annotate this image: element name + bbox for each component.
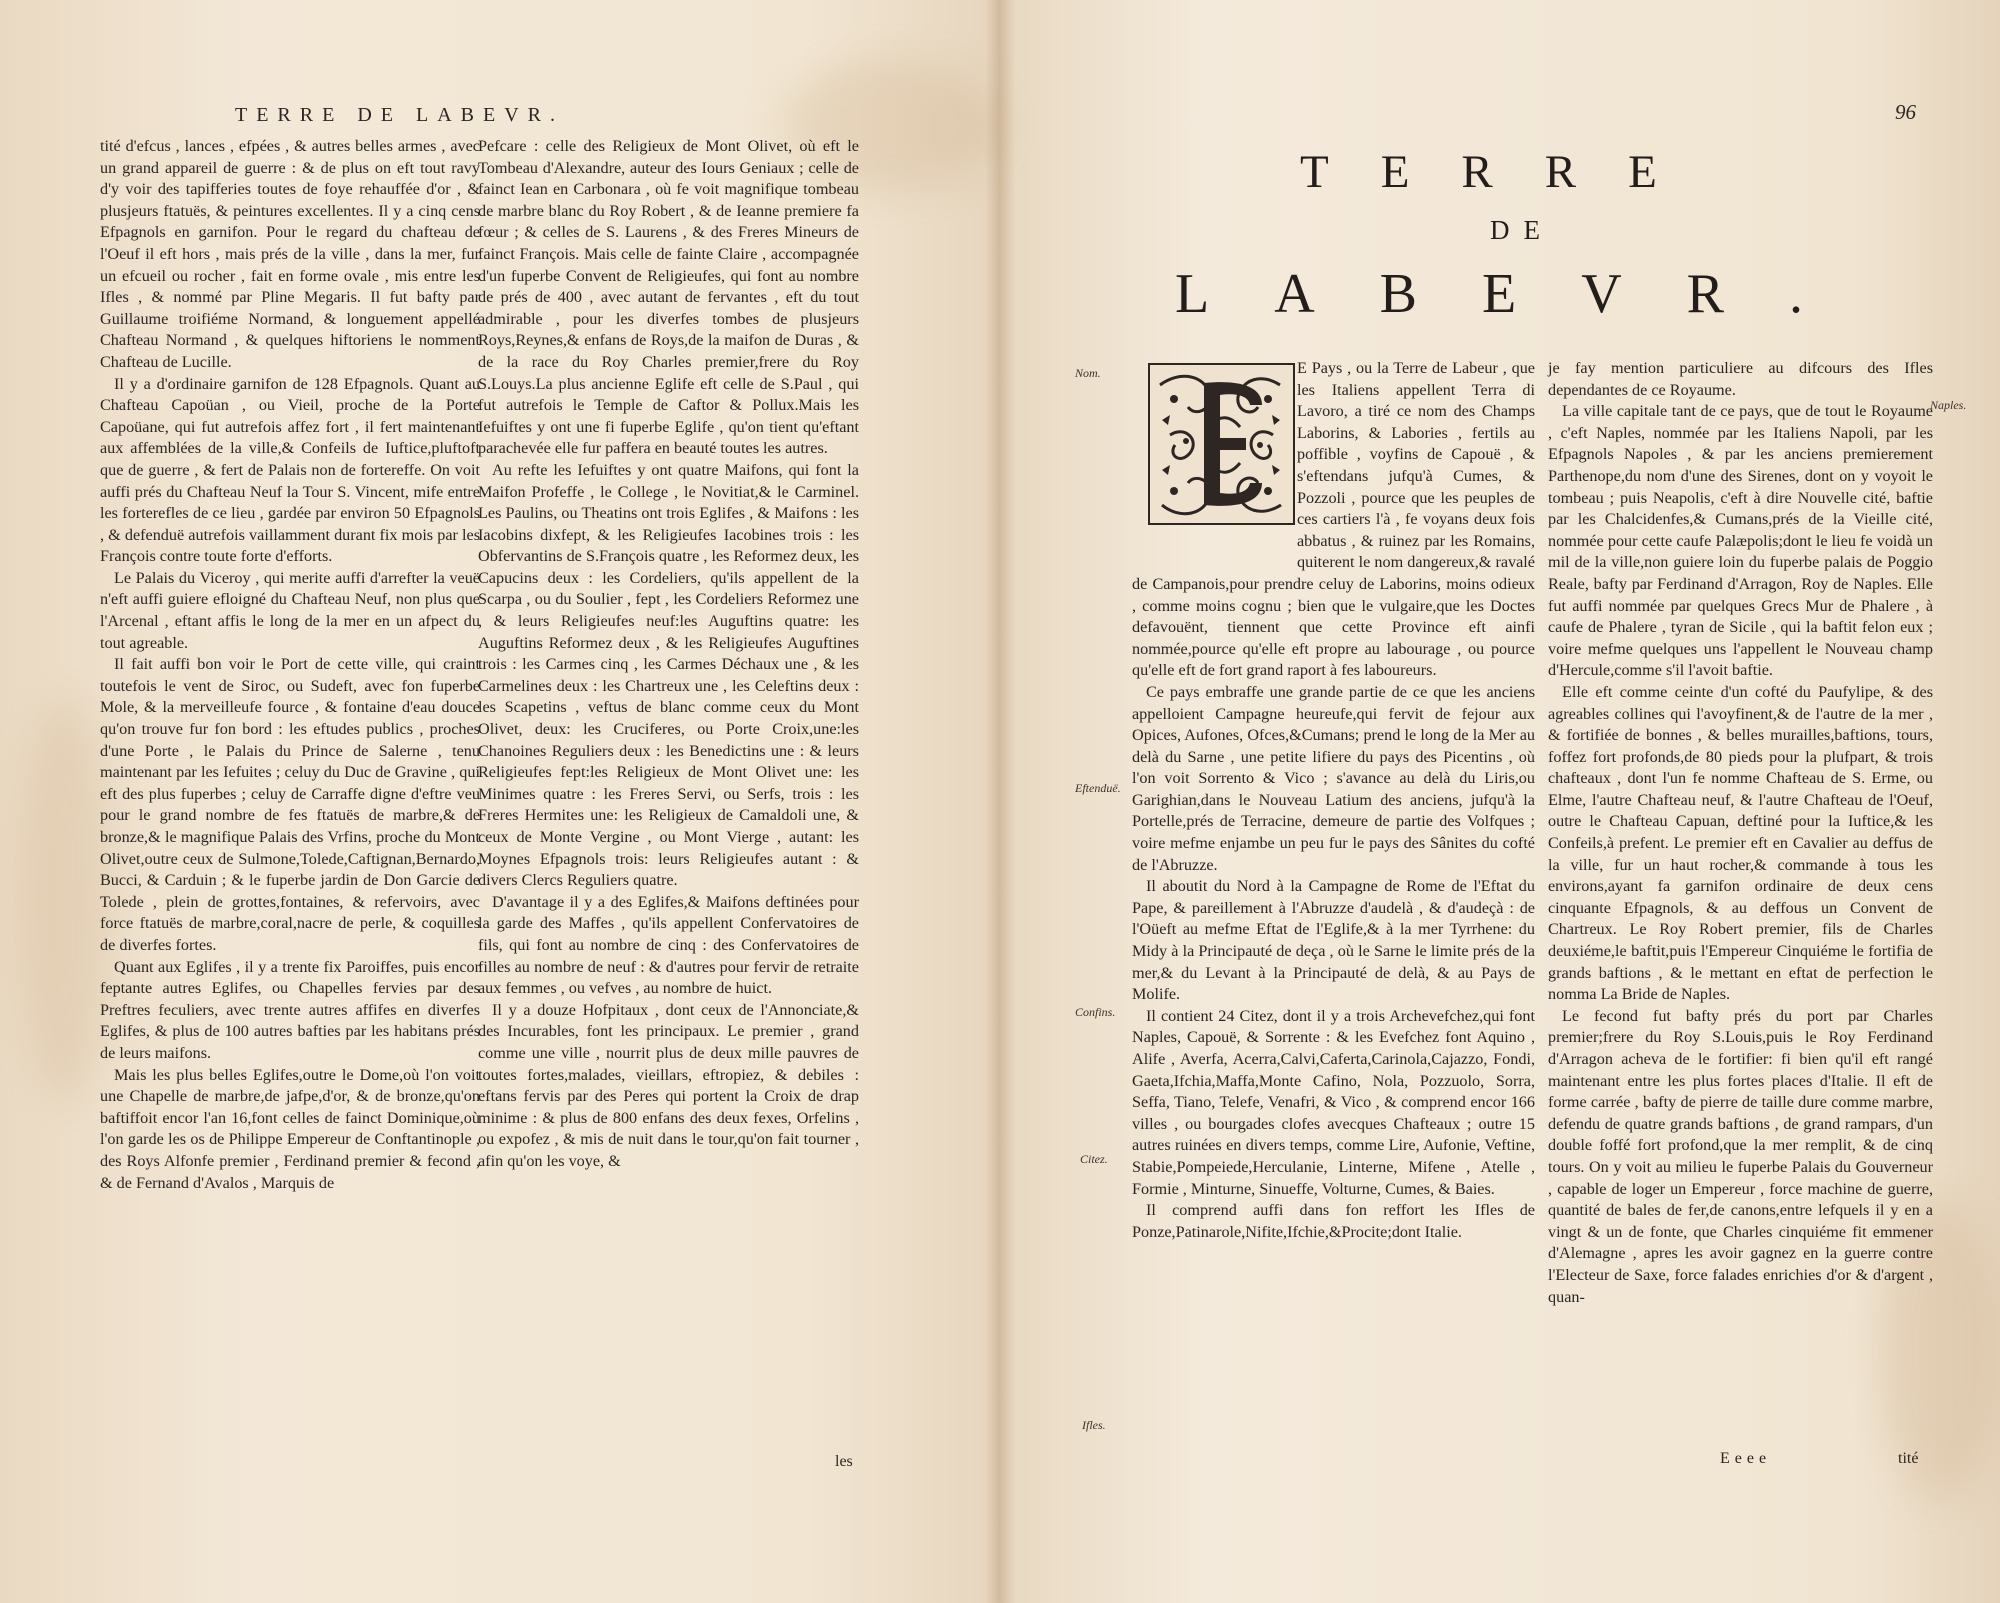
book-gutter bbox=[985, 0, 1015, 1603]
page-number: 96 bbox=[1895, 100, 1916, 124]
margin-note-citez: Citez. bbox=[1080, 1152, 1108, 1166]
paragraph: je fay mention particuliere au difcours des Ifles dependantes de ce Royaume. bbox=[1548, 359, 1933, 399]
margin-note-isles: Ifles. bbox=[1082, 1418, 1106, 1432]
paragraph: Quant aux Eglifes , il y a trente fix Paroiffes, puis encor feptante autres Eglifes, ou Chapelles fervies par des Preftres feculiers, avec trente autres affifes en diverfes Eglifes, & plus de 100 autres bafties par les habitans prés de leurs maifons. bbox=[100, 957, 480, 1062]
right-column-2 bbox=[1548, 358, 1933, 1308]
paragraph: Pefcare : celle des Religieux de Mont Olivet, où eft le Tombeau d'Alexandre, auteur des Iours Geniaux ; celle de fainct Iean en Carbonara , où fe voit magnifique tombeau de marbre blanc du Roy Robert , & de Ieanne premiere fa fœur ; & celles de S. Laurens , & des Freres Mineurs de fainct François. Mais celle de fainte Claire , accompagnée d'un fuperbe Convent de Religieufes, qui font au nombre de prés de 400 , avec autant de fervantes , eft du tout admirable , pour les diverfes tombes de plusjeurs Roys,Reynes,& enfans de Roys,de la maifon de Duras , & de la race du Roy Charles premier,frere du Roy S.Louys.La plus ancienne Eglife eft celle de S.Paul , qui fut autrefois le Temple de Caftor & Pollux.Mais les Iefuiftes y ont une fi fuperbe Eglife , qu'on tient qu'eftant parachevée elle fur paffera en beauté toutes les autres. bbox=[478, 137, 859, 458]
catchword: les bbox=[835, 1453, 853, 1470]
paragraph: Il y a d'ordinaire garnifon de 128 Efpagnols. Quant au Chafteau Capoüan , ou Vieil, proche de la Porte Capoüane, qui fut autrefois affez fort , il fert maintenant aux affemblées de la ville,& Confeils de Iuftice,pluftoft que de guerre , & fert de Palais non de fortereffe. On voit auffi prés du Chafteau Neuf la Tour S. Vincent, mife entre les forterefles de ce lieu , gardée par environ 50 Efpagnols , & defenduë autrefois vaillamment durant fix mois par les François contre toute forte d'efforts. bbox=[100, 374, 480, 566]
paragraph: Mais les plus belles Eglifes,outre le Dome,où l'on voit une Chapelle de marbre,de jafpe,d'or, & de bronze,qu'on baftiffoit encor l'an 16,font celles de fainct Dominique,où l'on garde les os de Philippe Empereur de Conftantinople , des Roys Alfonfe premier , Ferdinand premier & fecond , & de Fernand d'Avalos , Marquis de bbox=[100, 1065, 480, 1192]
paragraph: Il fait auffi bon voir le Port de cette ville, qui craint toutefois le vent de Siroc, ou Sudeft, avec fon fuperbe Mole, & la merveilleufe fource , & fontaine d'eau douce qu'on trouve fur fon bord : les eftudes publics , proches d'une Porte , le Palais du Prince de Salerne , tenu maintenant par les Iefuites ; celuy du Duc de Gravine , qui eft des plus fuperbes ; celuy de Carraffe digne d'eftre veu pour le grand nombre de fes ftatuës de marbre,& de bronze,& le magnifique Palais des Vrfins, proche du Mont Olivet,outre ceux de Sulmone,Tolede,Caftignan,Bernardo, Bucci, & Carduin ; & le fuperbe jardin de Don Garcie de Tolede , plein de grottes,fontaines, & refervoirs, avec force ftatuës de marbre,coral,nacre de perle, & coquilles de diverfes fortes. bbox=[100, 655, 480, 954]
paragraph: Il comprend auffi dans fon reffort les Ifles de Ponze,Patinarole,Nifite,Ifchie,&Procite;dont Italie. bbox=[1132, 1201, 1535, 1241]
paragraph: Elle eft comme ceinte d'un cofté du Paufylipe, & des agreables collines qui l'avoyfinent,& de l'autre de la mer , & fortifiée de bonnes , & belles murailles,baftions, tours, foffez fort profonds,de 80 pieds pour la plufpart, & trois chafteaux , dont l'un fe nomme Chafteau de S. Erme, ou Elme, l'autre Chafteau neuf, & l'autre Chafteau de l'Oeuf, outre le Chafteau Capuan, deftiné pour la Iuftice,& les Confeils,à prefent. Le premier eft en Cavalier au deffus de la ville, fur un haut rocher,& commande à tous les environs,ayant fa garnifon ordinaire de deux cens cinquante Efpagnols, & au deffous un Convent de Chartreux. Le Roy Robert premier, fils de Charles deuxiéme,le baftit,puis l'Empereur Cinquiéme le fortifia de grands baftions , & le mettant en eftat de perfection le nomma La Bride de Naples. bbox=[1548, 682, 1933, 1004]
paragraph: E Pays , ou la Terre de Labeur , que les Italiens appellent Terra di Lavoro, a tiré ce nom des Champs Laborins, & Labories , fertils au poffible , voyfins de Capouë , & s'eftendans jufqu'à Cumes, & Pozzoli , pource que les peuples de ces cartiers l'à , fe voyans deux fois abbatus , & ruinez par les Romains, quiterent le nom dangereux,& ravalé de Campanois,pour prendre celuy de Laborins, moins odieux , comme moins cognu ; bien que le vulgaire,que les Doctes defavouënt, tiennent que cette Province eft ainfi nommée,pource qu'elle eft propre au labourage , ou pource qu'elle eft de fort grand raport à fes laboureurs. bbox=[1132, 359, 1535, 680]
title-line-3: LABEVR. bbox=[1175, 263, 1868, 325]
margin-note-estendue: Eftenduë. bbox=[1075, 781, 1121, 795]
margin-note-naples: Naples. bbox=[1930, 398, 1967, 412]
margin-note-nom: Nom. bbox=[1075, 366, 1101, 380]
paragraph: tité d'efcus , lances , efpées , & autres belles armes , avec un grand appareil de guerre : & de plus on eft tout ravy d'y voir des tapifferies toutes de foye rehauffée d'or , & plusjeurs ftatuës, & peintures excellentes. Il y a cinq cens Efpagnols en garnifon. Pour le regard du chafteau de l'Oeuf il eft hors , mais prés de la ville , dans la mer, fur un efcueil ou rocher , fait en forme ovale , mis entre les Ifles , & nommé par Pline Megaris. Il fut bafty par Guillaume troifiéme Normand, & longuement appellé Chafteau Normand , & quelques hiftoriens le nomment Chafteau de Lucille. bbox=[100, 137, 480, 371]
left-column-1 bbox=[100, 136, 480, 1194]
catchword: tité bbox=[1898, 1450, 1919, 1467]
paragraph: Le fecond fut bafty prés du port par Charles premier;frere du Roy S.Louis,puis le Roy Ferdinand d'Arragon acheva de le fortifier: fi bien qu'il eft rangé maintenant entre les plus fortes places d'Italie. Il eft de forme carrée , bafty de pierre de taille dure comme marbre, defendu de quatre grands baftions , de grand rampars, d'un double foffé fort profond,que la mer remplit, & de cinq tours. On y voit au milieu le fuperbe Palais du Gouverneur , capable de loger un Empereur , force machine de guerre, quantité de bales de fer,de canons,entre lefquels il y en a vingt & un de fonte, que Charles cinquiéme fit emmener d'Alemagne , apres les avoir gagnez en la guerre contre l'Electeur de Saxe, force falades enrichies d'or & d'argent , quan- bbox=[1548, 1006, 1933, 1306]
paragraph: Ce pays embraffe une grande partie de ce que les anciens appelloient Campagne heureufe,qui fervit de fejour aux Opices, Aufones, Ofces,&Cumans; prend le long de la Mer au delà du Sarne , une petite lifiere du pays des Picentins , où l'on voit Sorrento & Vico ; s'avance au delà du Liris,ou Garighian,dans le Nouveau Latium des anciens, jufqu'à la Portelle,prés de Terracine, demeure de partie des Volfques ; voire mefme enjambe un peu fur le pays des Sânites du cofté de l'Abruzze. bbox=[1132, 682, 1535, 874]
right-column-1 bbox=[1132, 358, 1535, 1243]
running-head: TERRE DE LABEVR. bbox=[235, 104, 564, 126]
paragraph: D'avantage il y a des Eglifes,& Maifons deftinées pour la garde des Maffes , qu'ils appellent Confervatoires de fils, qui font au nombre de cinq : des Confervatoires de filles au nombre de neuf : & d'autres pour fervir de retraite aux femmes , ou vefves , au nombre de huict. bbox=[478, 892, 859, 998]
margin-note-confins: Confins. bbox=[1075, 1005, 1116, 1019]
title-line-2: DE bbox=[1490, 215, 1554, 245]
paragraph: Au refte les Iefuiftes y ont quatre Maifons, qui font la Maifon Profeffe , le College , le Novitiat,& le Carminel. Les Paulins, ou Theatins ont trois Eglifes , & Maifons : les Iacobins dixfept, & les Religieufes Iacobines trois : les Obfervantins de S.François quatre , les Reformez deux, les Capucins deux : les Cordeliers, qu'ils appellent de la Scarpa , ou du Soulier , fept , les Cordeliers Reformez une , & leurs Religieufes neuf:les Auguftins quatre: les Auguftins Reformez deux , & les Religieufes Auguftines trois : les Carmes cinq , les Carmes Déchaux une , & les Carmelines deux : les Chartreux une , les Celeftins deux : les Scapetins , veftus de blanc comme ceux du Mont Olivet, deux: les Cruciferes, ou Porte Croix,une:les Chanoines Reguliers deux : les Benedictins une : & leurs Religieufes fept:les Religieux de Mont Olivet une: les Minimes quatre : les Freres Servi, ou Serfs, trois : les Freres Hermites une: les Religieux de Camaldoli une, & ceux de Monte Vergine , ou Mont Vierge , autant: les Moynes Efpagnols trois: leurs Religieufes autant : & divers Clercs Reguliers quatre. bbox=[478, 460, 859, 890]
paragraph: Il y a douze Hofpitaux , dont ceux de l'Annonciate,& des Incurables, font les principaux. Le premier , grand comme une ville , nourrit plus de deux mille pauvres de toutes fortes,malades, vieillars, eftropiez, & debiles : eftans fervis par des Peres qui portent la Croix de drap minime : & plus de 800 enfans des deux fexes, Orfelins , ou expofez , & mis de nuit dans le tour,qu'on fait tourner , afin qu'on les voye, & bbox=[478, 1000, 859, 1170]
title-line-1: TERRE bbox=[1300, 146, 1709, 198]
paragraph: Il aboutit du Nord à la Campagne de Rome de l'Eftat du Pape, & pareillement à l'Abruzze d'audelà , & d'audeçà : de l'Oüeft au mefme Eftat de l'Eglife,& à la mer Tyrrhene: du Midy à la Principauté de deça , où le Sarne le limite prés de la mer,& du Levant à la Principauté de delà, & au Pays de Molife. bbox=[1132, 877, 1535, 1004]
left-column-2 bbox=[478, 136, 859, 1173]
paragraph: Le Palais du Viceroy , qui merite auffi d'arrefter la veuë n'eft auffi guiere efloigné du Chafteau Neuf, non plus que l'Arcenal , eftant affis le long de la mer en un afpect du tout agreable. bbox=[100, 568, 480, 652]
paragraph: La ville capitale tant de ce pays, que de tout le Royaume , c'eft Naples, nommée par les Italiens Napoli, par les Efpagnols Napoles , & par les anciens premierement Parthenope,du nom d'une des Sirenes, dont on y voyoit le tombeau ; puis Neapolis, c'eft à dire Nouvelle cité, baftie par les Chalcidenfes,& Cumans,prés de la Vieille cité, nommée pour cette caufe Palæpolis;dont le lieu fe voidà un mil de la ville,non guiere loin du fuperbe palais de Poggio Reale, bafty par Ferdinand d'Arragon, Roy de Naples. Elle fut auffi nommée par quelques Grecs Mur de Phalere , à caufe de Phalere , tyran de Sicile , qui la baftit felon eux ; voire mefme quelques uns l'appellent le Nouveau champ d'Hercule,comme s'il l'avoit baftie. bbox=[1548, 402, 1933, 680]
signature-mark: Eeee bbox=[1720, 1450, 1772, 1467]
paper-stain bbox=[20, 700, 110, 1100]
paragraph: Il contient 24 Citez, dont il y a trois Archevefchez,qui font Naples, Capouë, & Sorrente : & les Evefchez font Aquino , Alife , Averfa, Acerra,Calvi,Caferta,Carinola,Cajazzo, Fondi, Gaeta,Ifchia,Maffa,Monte Cafino, Nola, Pozzuolo, Sorra, Seffa, Tiano, Telefe, Venafri, & Vico , & comprend encor 166 villes , ou bourgades clofes avecques Chafteaux ; outre 15 autres ruinées en divers temps, comme Lire, Aufonie, Veftine, Stabie,Pompeiede,Herculanie, Linterne, Mifene , Atelle , Formie , Minturne, Sinueffe, Volturne, Cumes, & Baies. bbox=[1132, 1006, 1535, 1198]
